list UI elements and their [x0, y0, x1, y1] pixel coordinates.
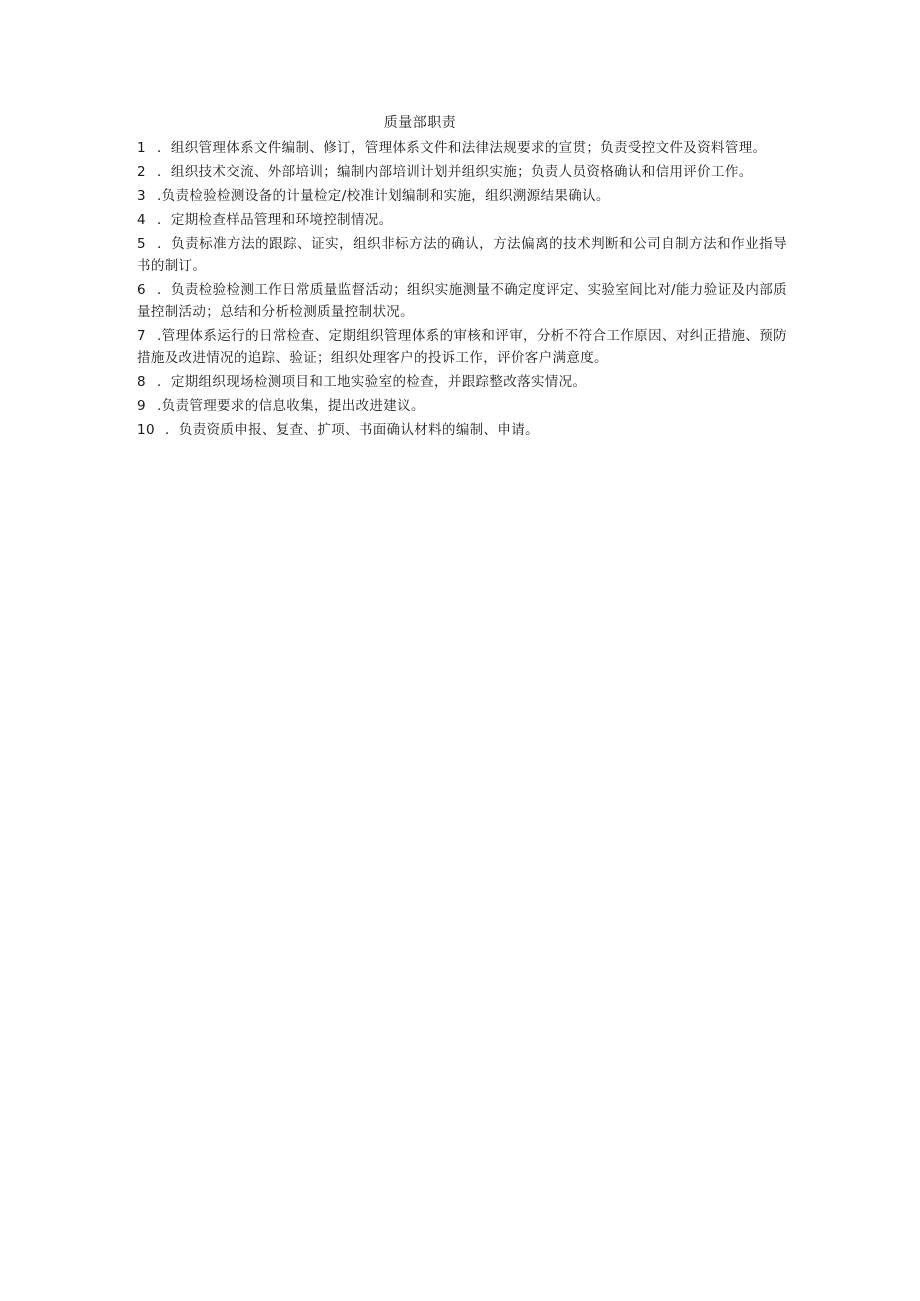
- item-text: .管理体系运行的日常检查、定期组织管理体系的审核和评审，分析不符合工作原因、对纠正措施、预防措施及改进情况的追踪、验证；组织处理客户的投诉工作，评价客户满意度。: [137, 328, 787, 366]
- item-text: ．组织管理体系文件编制、修订，管理体系文件和法律法规要求的宣贯；负责受控文件及资料管理。: [157, 140, 767, 156]
- item-text: ．定期检查样品管理和环境控制情况。: [157, 212, 393, 228]
- item-number: 5: [137, 236, 146, 252]
- list-item: [137, 371, 787, 393]
- list-item: [137, 325, 787, 369]
- item-text: ．负责检验检测工作日常质量监督活动；组织实施测量不确定度评定、实验室间比对/能力验证及内部质量控制活动；总结和分析检测质量控制状况。: [137, 282, 787, 320]
- item-number: 1: [137, 140, 146, 156]
- item-number: 2: [137, 164, 146, 180]
- list-item: [137, 137, 787, 159]
- item-number: 9: [137, 398, 146, 414]
- item-text: .负责管理要求的信息收集，提出改进建议。: [157, 398, 425, 414]
- item-text: ．定期组织现场检测项目和工地实验室的检查，并跟踪整改落实情况。: [157, 374, 587, 390]
- list-item: [137, 419, 787, 441]
- item-number: 4: [137, 212, 146, 228]
- item-number: 3: [137, 188, 146, 204]
- list-item: [137, 161, 787, 183]
- item-number: 10: [137, 422, 155, 438]
- duty-list: [137, 137, 787, 443]
- item-text: ．负责资质申报、复查、扩项、书面确认材料的编制、申请。: [165, 422, 539, 438]
- list-item: [137, 395, 787, 417]
- item-number: 7: [137, 328, 146, 344]
- item-text: ．组织技术交流、外部培训；编制内部培训计划并组织实施；负责人员资格确认和信用评价工作。: [157, 164, 753, 180]
- list-item: [137, 185, 787, 207]
- list-item: [137, 209, 787, 231]
- document-title: 质量部职责: [383, 115, 457, 131]
- list-item: [137, 233, 787, 277]
- list-item: [137, 279, 787, 323]
- item-number: 6: [137, 282, 146, 298]
- item-number: 8: [137, 374, 146, 390]
- item-text: .负责检验检测设备的计量检定/校准计划编制和实施，组织溯源结果确认。: [157, 188, 610, 204]
- item-text: ．负责标准方法的跟踪、证实，组织非标方法的确认，方法偏离的技术判断和公司自制方法和作业指导书的制订。: [137, 236, 787, 274]
